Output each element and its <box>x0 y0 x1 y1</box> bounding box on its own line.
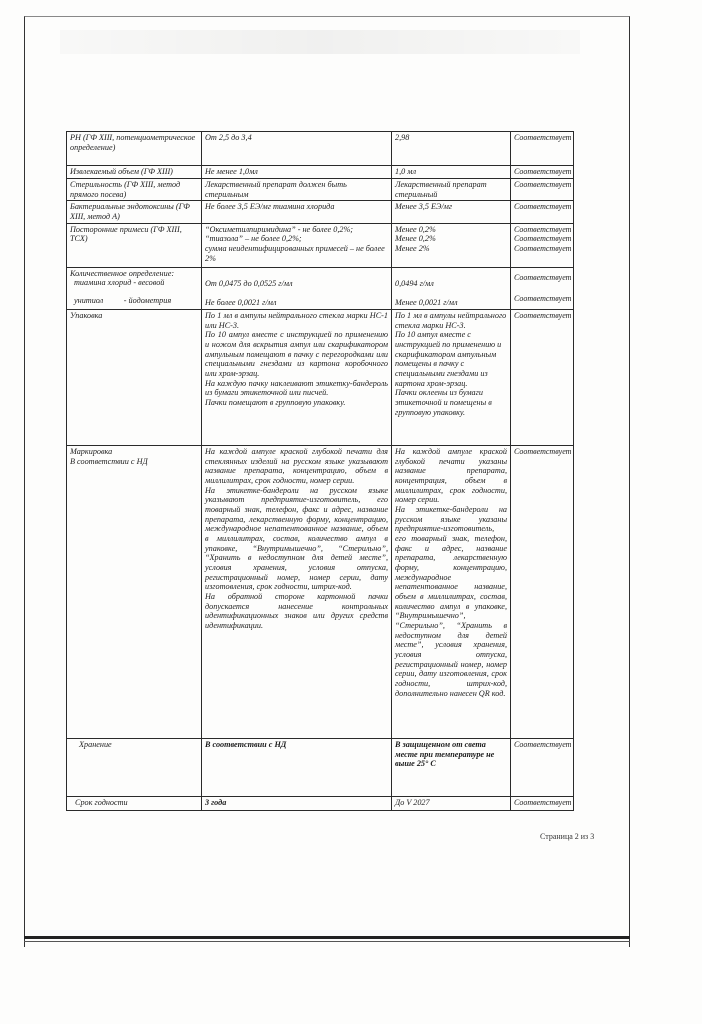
conclusion-cell: Соответствует Соответствует Соответствует <box>511 223 574 267</box>
norm-cell: Не менее 1,0мл <box>202 166 392 179</box>
conclusion-cell: Соответствует <box>511 446 574 739</box>
indicator-cell: Бактериальные эндотоксины (ГФ XIII, метод А) <box>67 201 202 223</box>
norm-cell: Лекарственный препарат должен быть стерильным <box>202 179 392 201</box>
conclusion-cell: Соответствует <box>511 797 574 811</box>
result-cell: Менее 0,2% Менее 0,2% Менее 2% <box>392 223 511 267</box>
norm-cell: В соответствии с НД <box>202 739 392 797</box>
conclusion-cell: Соответствует <box>511 179 574 201</box>
norm-cell: 3 года <box>202 797 392 811</box>
indicator-cell: Посторонние примеси (ГФ XIII, ТСХ) <box>67 223 202 267</box>
table-row-shelf-life <box>67 797 574 811</box>
conclusion-cell: Соответствует <box>511 310 574 446</box>
norm-cell: “Оксиметилпиримидина” - не более 0,2%; “тиазола” – не более 0,2%; сумма неидентифицированных примесей – не более 2% <box>202 223 392 267</box>
bottom-rule <box>24 936 630 939</box>
table-row-storage <box>67 739 574 797</box>
result-cell: На каждой ампуле краской глубокой печати указаны название препарата, концентрация, объем в миллилитрах, срок годности, номер серии. На этикетке-бандероли на русском языке указаны предприятие-изготовитель, его товарный знак, телефон, факс и адрес, название препарата, лекарственную форму, концентрацию, международное непатентованное название, объем в миллилитрах, состав, количество ампул в упаковке, “Внутримышечно”, “Стерильно”, “Хранить в недоступном для детей месте”, условия хранения, условия отпуска, регистрационный номер, номер серии, дату изготовления, срок годности, штрих-код, дополнительно нанесен QR код. <box>392 446 511 739</box>
indicator-cell: Маркировка В соответствии с НД <box>67 446 202 739</box>
norm-cell: По 1 мл в ампулы нейтрального стекла марки НС-1 или НС-3. По 10 ампул вместе с инструкцией по применению и ножом для вскрытия ампул или скарификатором ампульным помещают в пачку с перегородками или специальными гнездами из картона коробочного или хром-эрзац. На каждую пачку наклеивают этикетку-бандероль из бумаги этикеточной или писчей. Пачки помещают в групповую упаковку. <box>202 310 392 446</box>
result-cell: Лекарственный препарат стерильный <box>392 179 511 201</box>
indicator-cell: Стерильность (ГФ XIII, метод прямого посева) <box>67 179 202 201</box>
specification-table <box>66 131 574 811</box>
conclusion-cell: Соответствует <box>511 201 574 223</box>
table-row-ph <box>67 132 574 166</box>
norm-cell: От 0,0475 до 0,0525 г/мл Не более 0,0021 г/мл <box>202 267 392 309</box>
page-number: Страница 2 из 3 <box>540 832 595 841</box>
norm-cell: На каждой ампуле краской глубокой печати для стеклянных изделий на русском языке указывают название препарата, концентрацию, объем в миллилитрах, срок годности, номер серии. На этикетке-бандероли на русском языке указывают предприятие-изготовитель, его товарный знак, телефон, факс и адрес, название препарата, лекарственную форму, концентрацию, международное непатентованное название, объем в миллилитрах, состав, количество ампул в упаковке, “Внутримышечно”, “Стерильно”, “Хранить в недоступном для детей месте”, условия хранения, условия отпуска, регистрационный номер, номер серии, дату изготовления, срок годности, штрих-код. На обратной стороне картонной пачки допускается нанесение контрольных идентификационных знаков или других средств идентификации. <box>202 446 392 739</box>
norm-cell: От 2,5 до 3,4 <box>202 132 392 166</box>
conclusion-cell: Соответствует <box>511 739 574 797</box>
table-row-endotoxins <box>67 201 574 223</box>
conclusion-cell: Соответствует <box>511 132 574 166</box>
bottom-rule-thin <box>24 941 630 942</box>
result-cell: 0,0494 г/мл Менее 0,0021 г/мл <box>392 267 511 309</box>
result-cell: По 1 мл в ампулы нейтрального стекла марки НС-3. По 10 ампул вместе с инструкцией по применению и скарификатором ампульным помещены в пачку с специальными гнездами из картона хром-эрзац. Пачки оклеены из бумаги этикеточной и помещены в групповую упаковку. <box>392 310 511 446</box>
table-row-assay <box>67 267 574 309</box>
indicator-cell: Извлекаемый объем (ГФ XIII) <box>67 166 202 179</box>
result-cell: В защищенном от света месте при температуре не выше 25° С <box>392 739 511 797</box>
result-cell: Менее 3,5 ЕЭ/мг <box>392 201 511 223</box>
result-cell: 1,0 мл <box>392 166 511 179</box>
indicator-cell: Срок годности <box>67 797 202 811</box>
norm-cell: Не более 3,5 ЕЭ/мг тиамина хлорида <box>202 201 392 223</box>
table-row-packaging <box>67 310 574 446</box>
result-cell: 2,98 <box>392 132 511 166</box>
table-row-volume <box>67 166 574 179</box>
indicator-cell: Количественное определение: тиамина хлорид - весовой унитиол - йодометрия <box>67 267 202 309</box>
indicator-cell: Упаковка <box>67 310 202 446</box>
table-row-marking <box>67 446 574 739</box>
conclusion-cell: Соответствует <box>511 166 574 179</box>
table-row-impurities <box>67 223 574 267</box>
conclusion-cell: Соответствует Соответствует <box>511 267 574 309</box>
indicator-cell: Хранение <box>67 739 202 797</box>
result-cell: До V 2027 <box>392 797 511 811</box>
indicator-cell: PH (ГФ XIII, потенциометрическое определение) <box>67 132 202 166</box>
table-row-sterility <box>67 179 574 201</box>
